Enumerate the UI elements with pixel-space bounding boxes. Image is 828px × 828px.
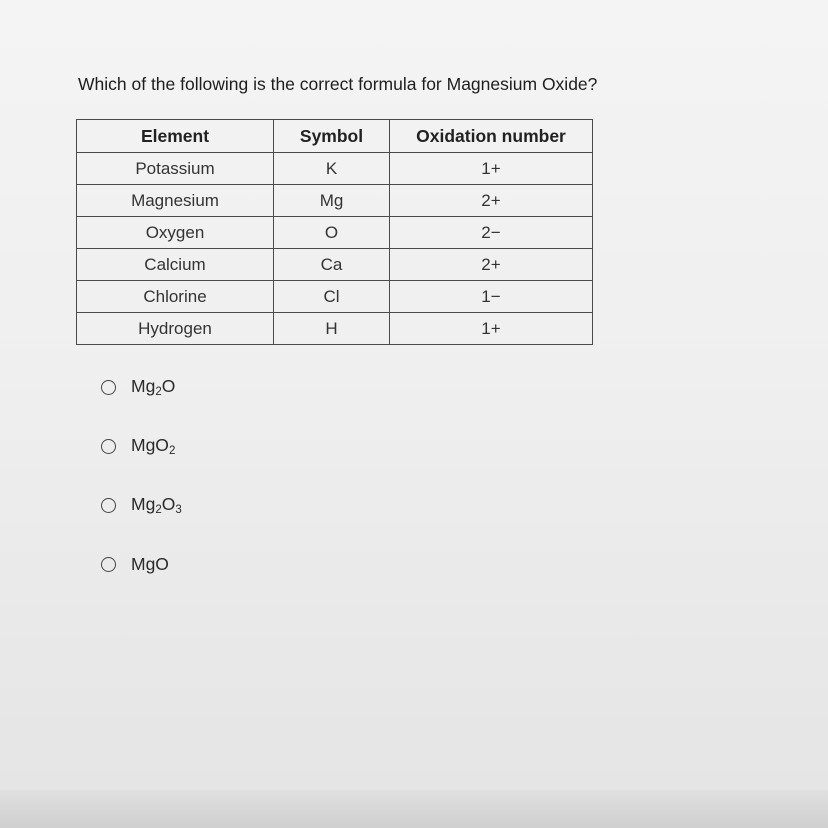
question-text: Which of the following is the correct formula for Magnesium Oxide? bbox=[78, 74, 598, 94]
answer-option-mgo[interactable] bbox=[101, 549, 182, 579]
symbol-cell: Cl bbox=[274, 281, 390, 313]
answer-option-mgo2[interactable] bbox=[101, 431, 182, 461]
radio-button[interactable] bbox=[101, 498, 116, 513]
formula-text: O bbox=[161, 494, 176, 514]
screen-bottom-edge bbox=[0, 790, 828, 828]
answer-option-mg2o3[interactable] bbox=[101, 490, 182, 520]
oxidation-cell: 1− bbox=[390, 281, 593, 313]
radio-button[interactable] bbox=[101, 380, 116, 395]
formula-text: MgO bbox=[131, 435, 169, 455]
header-element: Element bbox=[77, 120, 274, 153]
option-label bbox=[131, 376, 175, 398]
formula-text: MgO bbox=[131, 553, 169, 574]
formula-subscript: 2 bbox=[155, 504, 162, 516]
header-oxidation-number: Oxidation number bbox=[390, 120, 593, 153]
formula-subscript: 2 bbox=[168, 445, 176, 457]
formula-text: Mg bbox=[131, 494, 156, 514]
header-symbol: Symbol bbox=[274, 120, 390, 153]
table-row bbox=[77, 281, 593, 313]
symbol-cell: H bbox=[274, 313, 390, 345]
element-cell: Potassium bbox=[77, 153, 274, 185]
element-cell: Oxygen bbox=[77, 217, 274, 249]
oxidation-cell: 1+ bbox=[390, 313, 593, 345]
element-cell: Magnesium bbox=[77, 185, 274, 217]
formula-text: O bbox=[161, 376, 176, 396]
option-label bbox=[131, 435, 175, 457]
element-cell: Hydrogen bbox=[77, 313, 274, 345]
element-table bbox=[76, 119, 593, 345]
answer-option-mg2o[interactable] bbox=[101, 372, 182, 402]
oxidation-cell: 2+ bbox=[390, 249, 593, 281]
radio-button[interactable] bbox=[101, 439, 116, 454]
element-cell: Calcium bbox=[77, 249, 274, 281]
answer-options bbox=[101, 372, 182, 608]
radio-button[interactable] bbox=[101, 557, 116, 572]
oxidation-cell: 2− bbox=[390, 217, 593, 249]
table-row bbox=[77, 313, 593, 345]
element-cell: Chlorine bbox=[77, 281, 274, 313]
formula-subscript: 2 bbox=[155, 386, 162, 398]
table-row bbox=[77, 217, 593, 249]
table-row bbox=[77, 153, 593, 185]
formula-text: Mg bbox=[131, 376, 156, 396]
option-label bbox=[131, 554, 169, 575]
table-header-row bbox=[77, 120, 593, 153]
symbol-cell: Mg bbox=[274, 185, 390, 217]
oxidation-cell: 2+ bbox=[390, 185, 593, 217]
option-label bbox=[131, 494, 182, 516]
table-row bbox=[77, 185, 593, 217]
formula-subscript: 3 bbox=[175, 504, 182, 516]
oxidation-cell: 1+ bbox=[390, 153, 593, 185]
symbol-cell: O bbox=[274, 217, 390, 249]
table-row bbox=[77, 249, 593, 281]
symbol-cell: K bbox=[274, 153, 390, 185]
symbol-cell: Ca bbox=[274, 249, 390, 281]
